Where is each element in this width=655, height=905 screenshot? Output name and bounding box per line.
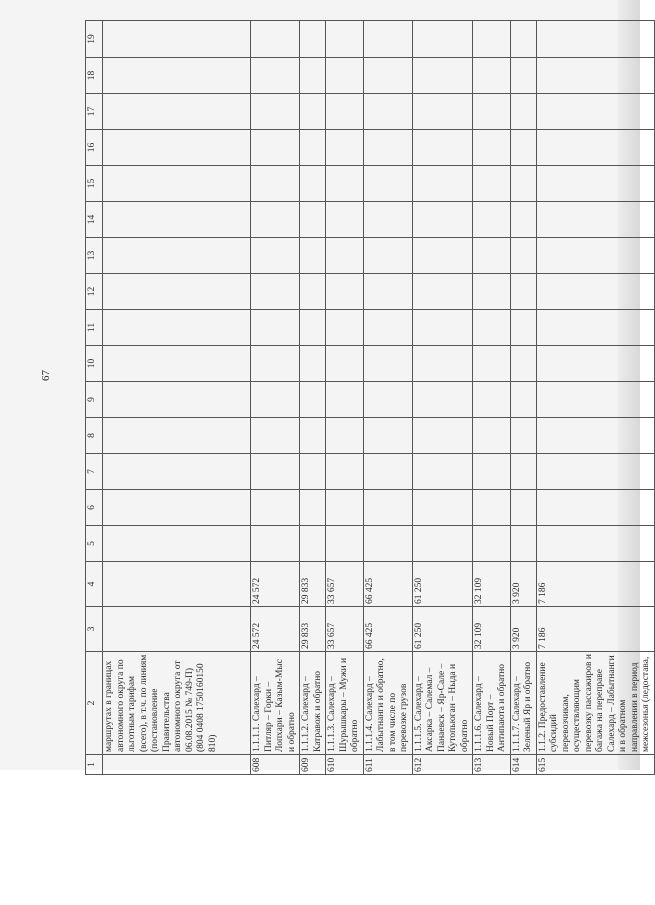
empty-cell <box>326 21 364 58</box>
row-value-col3-cell: 66 425 <box>363 607 412 652</box>
empty-cell <box>510 346 536 382</box>
empty-cell <box>412 346 473 382</box>
empty-cell <box>326 202 364 238</box>
row-value-col3-cell: 24 572 <box>251 607 300 652</box>
row-number-cell: 611 <box>363 755 412 775</box>
table-row <box>251 21 300 775</box>
empty-cell <box>473 202 511 238</box>
empty-cell <box>300 526 326 562</box>
empty-cell <box>363 382 412 418</box>
empty-cell <box>103 166 251 202</box>
empty-cell <box>412 58 473 94</box>
empty-cell <box>326 310 364 346</box>
empty-cell <box>103 202 251 238</box>
row-number-cell: 609 <box>300 755 326 775</box>
empty-cell <box>510 418 536 454</box>
budget-table <box>85 20 655 775</box>
empty-cell <box>300 21 326 58</box>
row-name-cell: 1.1.1.7. Салехард – Зеленый Яр и обратно <box>510 652 536 755</box>
column-header: 2 <box>86 652 103 755</box>
empty-cell <box>363 166 412 202</box>
empty-cell <box>473 346 511 382</box>
row-number-cell: 613 <box>473 755 511 775</box>
row-name-cell: 1.1.2. Предоставление субсидий перевозчикам, осуществляющим перевозку пассажиров и багажа на переправе Салехард – Лабытнанги и в обратном направлении в период межсезонья (ледостава, <box>536 652 654 755</box>
row-name-cell: 1.1.1.1. Салехард – Питляр – Горки – Лопхари – Казым-Мыс и обратно <box>251 652 300 755</box>
empty-cell <box>536 130 654 166</box>
empty-cell <box>251 346 300 382</box>
empty-cell <box>363 94 412 130</box>
row-value-col4-cell: 33 657 <box>326 562 364 607</box>
empty-cell <box>510 274 536 310</box>
empty-cell <box>473 58 511 94</box>
empty-cell <box>363 418 412 454</box>
empty-cell <box>473 21 511 58</box>
empty-cell <box>412 454 473 490</box>
empty-cell <box>412 21 473 58</box>
empty-cell <box>536 526 654 562</box>
row-value-col4-cell: 3 920 <box>510 562 536 607</box>
row-number-cell: 612 <box>412 755 473 775</box>
row-value-col4-cell: 61 250 <box>412 562 473 607</box>
empty-cell <box>363 238 412 274</box>
rotated-table-wrapper <box>85 25 651 775</box>
empty-cell <box>103 21 251 58</box>
empty-cell <box>473 454 511 490</box>
empty-cell <box>251 58 300 94</box>
column-header: 17 <box>86 94 103 130</box>
empty-cell <box>251 310 300 346</box>
empty-cell <box>251 274 300 310</box>
row-value-col4-cell <box>103 562 251 607</box>
row-value-col3-cell: 61 250 <box>412 607 473 652</box>
empty-cell <box>300 382 326 418</box>
column-header: 10 <box>86 346 103 382</box>
empty-cell <box>251 418 300 454</box>
row-name-cell: 1.1.1.2. Салехард – Катравож и обратно <box>300 652 326 755</box>
empty-cell <box>473 94 511 130</box>
empty-cell <box>473 382 511 418</box>
row-value-col3-cell: 32 109 <box>473 607 511 652</box>
row-number-cell: 610 <box>326 755 364 775</box>
empty-cell <box>412 526 473 562</box>
empty-cell <box>510 94 536 130</box>
row-number-cell <box>103 755 251 775</box>
empty-cell <box>251 238 300 274</box>
empty-cell <box>363 58 412 94</box>
empty-cell <box>103 490 251 526</box>
empty-cell <box>251 490 300 526</box>
empty-cell <box>536 454 654 490</box>
empty-cell <box>412 238 473 274</box>
column-header: 15 <box>86 166 103 202</box>
table-row <box>412 21 473 775</box>
row-value-col4-cell: 24 572 <box>251 562 300 607</box>
table-row <box>326 21 364 775</box>
empty-cell <box>412 490 473 526</box>
row-value-col4-cell: 32 109 <box>473 562 511 607</box>
row-name-cell: 1.1.1.6. Салехард – Новый Порт – Антипаюта и обратно <box>473 652 511 755</box>
row-name-cell: маршрутах в границах автономного округа по льготным тарифам (всего), в т.ч. по линиям (постановление Правительства автономного округа от 06.08.2015 № 749-П) (804 0408 1750160150 810) <box>103 652 251 755</box>
empty-cell <box>103 130 251 166</box>
empty-cell <box>473 490 511 526</box>
empty-cell <box>326 382 364 418</box>
empty-cell <box>103 346 251 382</box>
empty-cell <box>412 166 473 202</box>
empty-cell <box>536 58 654 94</box>
table-row <box>473 21 511 775</box>
empty-cell <box>510 454 536 490</box>
empty-cell <box>510 58 536 94</box>
empty-cell <box>103 526 251 562</box>
empty-cell <box>536 21 654 58</box>
empty-cell <box>412 418 473 454</box>
table-body <box>103 21 655 775</box>
empty-cell <box>300 490 326 526</box>
empty-cell <box>536 418 654 454</box>
empty-cell <box>300 454 326 490</box>
empty-cell <box>103 274 251 310</box>
empty-cell <box>300 310 326 346</box>
empty-cell <box>326 94 364 130</box>
empty-cell <box>251 166 300 202</box>
row-value-col3-cell <box>103 607 251 652</box>
row-name-cell: 1.1.1.3. Салехард – Шурышкары – Мужи и обратно <box>326 652 364 755</box>
empty-cell <box>326 418 364 454</box>
empty-cell <box>473 166 511 202</box>
column-header: 19 <box>86 21 103 58</box>
row-name-cell: 1.1.1.4. Салехард – Лабытнанги и обратно, в том числе по перевозке грузов <box>363 652 412 755</box>
empty-cell <box>363 490 412 526</box>
column-header: 12 <box>86 274 103 310</box>
row-name-cell: 1.1.1.5. Салехард – Аксарка – Салемал – Панаевск – Яр-Сале – Кутопьюган – Ныда и обратно <box>412 652 473 755</box>
empty-cell <box>251 130 300 166</box>
empty-cell <box>510 130 536 166</box>
empty-cell <box>536 166 654 202</box>
empty-cell <box>326 238 364 274</box>
empty-cell <box>326 130 364 166</box>
empty-cell <box>326 346 364 382</box>
column-header: 3 <box>86 607 103 652</box>
empty-cell <box>510 382 536 418</box>
empty-cell <box>326 166 364 202</box>
empty-cell <box>536 310 654 346</box>
empty-cell <box>536 346 654 382</box>
column-header: 8 <box>86 418 103 454</box>
table-row <box>536 21 654 775</box>
empty-cell <box>326 526 364 562</box>
empty-cell <box>300 418 326 454</box>
empty-cell <box>473 526 511 562</box>
empty-cell <box>300 166 326 202</box>
row-value-col3-cell: 7 186 <box>536 607 654 652</box>
row-number-cell: 614 <box>510 755 536 775</box>
column-header: 5 <box>86 526 103 562</box>
empty-cell <box>473 418 511 454</box>
column-header: 14 <box>86 202 103 238</box>
empty-cell <box>326 454 364 490</box>
empty-cell <box>536 202 654 238</box>
table-row <box>103 21 251 775</box>
empty-cell <box>510 21 536 58</box>
empty-cell <box>300 274 326 310</box>
column-header: 13 <box>86 238 103 274</box>
empty-cell <box>363 274 412 310</box>
empty-cell <box>510 490 536 526</box>
table-row <box>300 21 326 775</box>
empty-cell <box>536 274 654 310</box>
empty-cell <box>300 58 326 94</box>
empty-cell <box>363 130 412 166</box>
empty-cell <box>412 202 473 238</box>
row-value-col4-cell: 7 186 <box>536 562 654 607</box>
empty-cell <box>103 454 251 490</box>
empty-cell <box>412 274 473 310</box>
empty-cell <box>412 94 473 130</box>
empty-cell <box>326 274 364 310</box>
empty-cell <box>251 526 300 562</box>
empty-cell <box>510 238 536 274</box>
row-number-cell: 615 <box>536 755 654 775</box>
column-header: 9 <box>86 382 103 418</box>
empty-cell <box>363 454 412 490</box>
column-header: 6 <box>86 490 103 526</box>
empty-cell <box>363 346 412 382</box>
empty-cell <box>510 166 536 202</box>
empty-cell <box>510 202 536 238</box>
empty-cell <box>103 238 251 274</box>
empty-cell <box>412 130 473 166</box>
empty-cell <box>103 418 251 454</box>
empty-cell <box>536 238 654 274</box>
row-number-cell: 608 <box>251 755 300 775</box>
empty-cell <box>300 346 326 382</box>
table-row <box>363 21 412 775</box>
empty-cell <box>510 526 536 562</box>
empty-cell <box>363 202 412 238</box>
empty-cell <box>251 202 300 238</box>
empty-cell <box>473 130 511 166</box>
column-header: 4 <box>86 562 103 607</box>
empty-cell <box>473 310 511 346</box>
row-value-col4-cell: 66 425 <box>363 562 412 607</box>
empty-cell <box>473 238 511 274</box>
empty-cell <box>300 94 326 130</box>
empty-cell <box>103 382 251 418</box>
empty-cell <box>536 94 654 130</box>
empty-cell <box>103 310 251 346</box>
empty-cell <box>363 310 412 346</box>
table-header-row <box>86 21 103 775</box>
empty-cell <box>326 58 364 94</box>
empty-cell <box>300 202 326 238</box>
empty-cell <box>103 94 251 130</box>
column-header: 1 <box>86 755 103 775</box>
column-header: 18 <box>86 58 103 94</box>
empty-cell <box>251 382 300 418</box>
empty-cell <box>510 310 536 346</box>
empty-cell <box>363 526 412 562</box>
row-value-col3-cell: 29 833 <box>300 607 326 652</box>
empty-cell <box>412 310 473 346</box>
empty-cell <box>326 490 364 526</box>
column-header: 16 <box>86 130 103 166</box>
empty-cell <box>103 58 251 94</box>
row-value-col4-cell: 29 833 <box>300 562 326 607</box>
empty-cell <box>363 21 412 58</box>
table-row <box>510 21 536 775</box>
empty-cell <box>251 94 300 130</box>
page-number: 67 <box>40 370 52 381</box>
empty-cell <box>251 21 300 58</box>
row-value-col3-cell: 33 657 <box>326 607 364 652</box>
column-header: 11 <box>86 310 103 346</box>
empty-cell <box>412 382 473 418</box>
empty-cell <box>536 490 654 526</box>
empty-cell <box>473 274 511 310</box>
column-header: 7 <box>86 454 103 490</box>
empty-cell <box>300 238 326 274</box>
row-value-col3-cell: 3 920 <box>510 607 536 652</box>
empty-cell <box>300 130 326 166</box>
empty-cell <box>251 454 300 490</box>
empty-cell <box>536 382 654 418</box>
